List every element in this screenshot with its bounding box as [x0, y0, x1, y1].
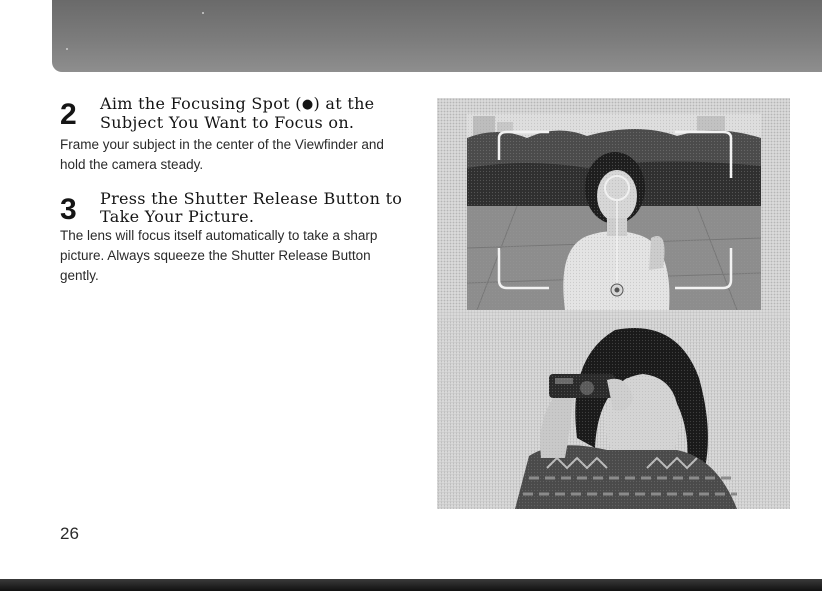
- step-body: The lens will focus itself automatically to take a sharp picture. Always squeeze the Shutter Release Button gently.: [60, 228, 378, 283]
- viewfinder-scene: [437, 98, 790, 310]
- step-title-line2: Subject You Want to Focus on.: [100, 113, 355, 132]
- step-title: [100, 95, 420, 132]
- camera-scene: [437, 318, 790, 509]
- focusing-spot-symbol-icon: ●: [301, 97, 314, 112]
- step-number: 3: [60, 193, 77, 226]
- illustration-panel: [437, 98, 790, 509]
- speck: [202, 12, 204, 14]
- step-title-line1: Press the Shutter Release Button to: [100, 189, 403, 208]
- step-body: Frame your subject in the center of the Viewfinder and hold the camera steady.: [60, 137, 384, 172]
- step-title-line1: Aim the Focusing Spot (: [100, 94, 302, 113]
- step-title: [100, 190, 420, 226]
- footer-band: [0, 579, 822, 591]
- viewfinder-view-photo: [437, 98, 790, 310]
- step-title-line1-end: ) at the: [313, 94, 375, 113]
- speck: [66, 48, 68, 50]
- step-number: 2: [60, 98, 77, 131]
- step-3: [60, 190, 410, 290]
- page-number: 26: [60, 524, 79, 543]
- focusing-spot-marker-icon: [611, 284, 623, 296]
- step-title-line2: Take Your Picture.: [100, 207, 255, 226]
- step-2: [60, 95, 410, 175]
- header-photo-band: [52, 0, 822, 72]
- person-holding-camera-photo: [437, 318, 790, 509]
